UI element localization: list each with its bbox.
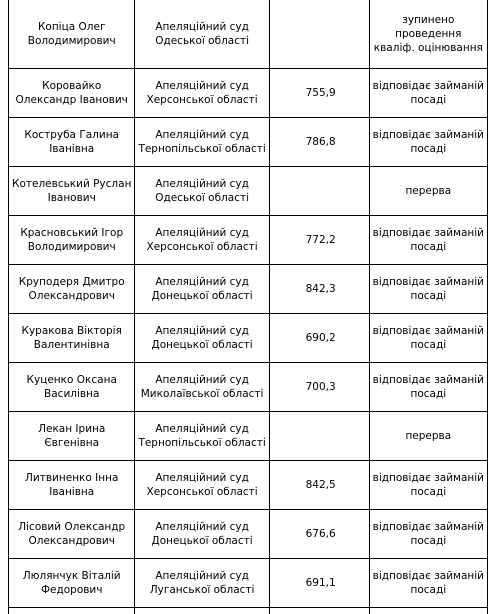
- table-row-partial: [9, 608, 488, 614]
- court-cell: Апеляційний суд Донецької області: [135, 265, 269, 314]
- table-row: [9, 461, 488, 510]
- score-cell: 755,9: [269, 69, 369, 118]
- judge-name-cell: Куценко Оксана Василівна: [9, 363, 135, 412]
- result-cell: зупинено проведення кваліф. оцінювання: [369, 0, 487, 69]
- result-cell: відповідає займаній посаді: [369, 314, 487, 363]
- table-row: [9, 314, 488, 363]
- score-cell: [269, 608, 369, 614]
- table-row: [9, 363, 488, 412]
- score-cell: [269, 167, 369, 216]
- judge-name-cell: Коровайко Олександр Іванович: [9, 69, 135, 118]
- result-cell: відповідає займаній посаді: [369, 69, 487, 118]
- court-cell: Апеляційний суд Луганської області: [135, 559, 269, 608]
- judge-name-cell: Литвиненко Інна Іванівна: [9, 461, 135, 510]
- score-cell: 700,3: [269, 363, 369, 412]
- court-cell: Апеляційний суд Миколаївської області: [135, 363, 269, 412]
- judge-name-cell: Круподеря Дмитро Олександрович: [9, 265, 135, 314]
- judge-name-cell: Коструба Галина Іванівна: [9, 118, 135, 167]
- table-row: [9, 265, 488, 314]
- judge-name-cell: Красновський Ігор Володимирович: [9, 216, 135, 265]
- result-cell: відповідає займаній посаді: [369, 216, 487, 265]
- result-cell: [369, 608, 487, 614]
- court-cell: Апеляційний суд Тернопільської області: [135, 118, 269, 167]
- result-cell: відповідає займаній посаді: [369, 461, 487, 510]
- judge-name-cell: Котелевський Руслан Іванович: [9, 167, 135, 216]
- court-cell: Апеляційний суд Тернопільської області: [135, 412, 269, 461]
- table-row: [9, 69, 488, 118]
- result-cell: відповідає займаній посаді: [369, 510, 487, 559]
- score-cell: [269, 412, 369, 461]
- result-cell: відповідає займаній посаді: [369, 118, 487, 167]
- table-row: [9, 510, 488, 559]
- table-row: [9, 0, 488, 69]
- score-cell: 676,6: [269, 510, 369, 559]
- table-row: [9, 412, 488, 461]
- judge-name-cell: [9, 608, 135, 614]
- score-cell: 691,1: [269, 559, 369, 608]
- judge-name-cell: Куракова Вікторія Валентинівна: [9, 314, 135, 363]
- score-cell: 842,5: [269, 461, 369, 510]
- court-cell: Апеляційний суд Херсонської області: [135, 216, 269, 265]
- qualification-results-table: [8, 0, 488, 614]
- score-cell: [269, 0, 369, 69]
- score-cell: 786,8: [269, 118, 369, 167]
- result-cell: перерва: [369, 167, 487, 216]
- court-cell: Апеляційний суд Одеської області: [135, 0, 269, 69]
- court-cell: Апеляційний суд Донецької області: [135, 314, 269, 363]
- result-cell: відповідає займаній посаді: [369, 559, 487, 608]
- table-row: [9, 118, 488, 167]
- score-cell: 772,2: [269, 216, 369, 265]
- table-body: [9, 0, 488, 614]
- judge-name-cell: Копіца Олег Володимирович: [9, 0, 135, 69]
- result-cell: відповідає займаній посаді: [369, 363, 487, 412]
- judge-name-cell: Лісовий Олександр Олександрович: [9, 510, 135, 559]
- court-cell: Апеляційний суд Херсонської області: [135, 461, 269, 510]
- table-row: [9, 216, 488, 265]
- table-row: [9, 167, 488, 216]
- score-cell: 690,2: [269, 314, 369, 363]
- court-cell: [135, 608, 269, 614]
- court-cell: Апеляційний суд Херсонської області: [135, 69, 269, 118]
- judge-name-cell: Люлянчук Віталій Федорович: [9, 559, 135, 608]
- score-cell: 842,3: [269, 265, 369, 314]
- court-cell: Апеляційний суд Одеської області: [135, 167, 269, 216]
- result-cell: перерва: [369, 412, 487, 461]
- table-row: [9, 559, 488, 608]
- court-cell: Апеляційний суд Донецької області: [135, 510, 269, 559]
- judge-name-cell: Лекан Ірина Євгенівна: [9, 412, 135, 461]
- result-cell: відповідає займаній посаді: [369, 265, 487, 314]
